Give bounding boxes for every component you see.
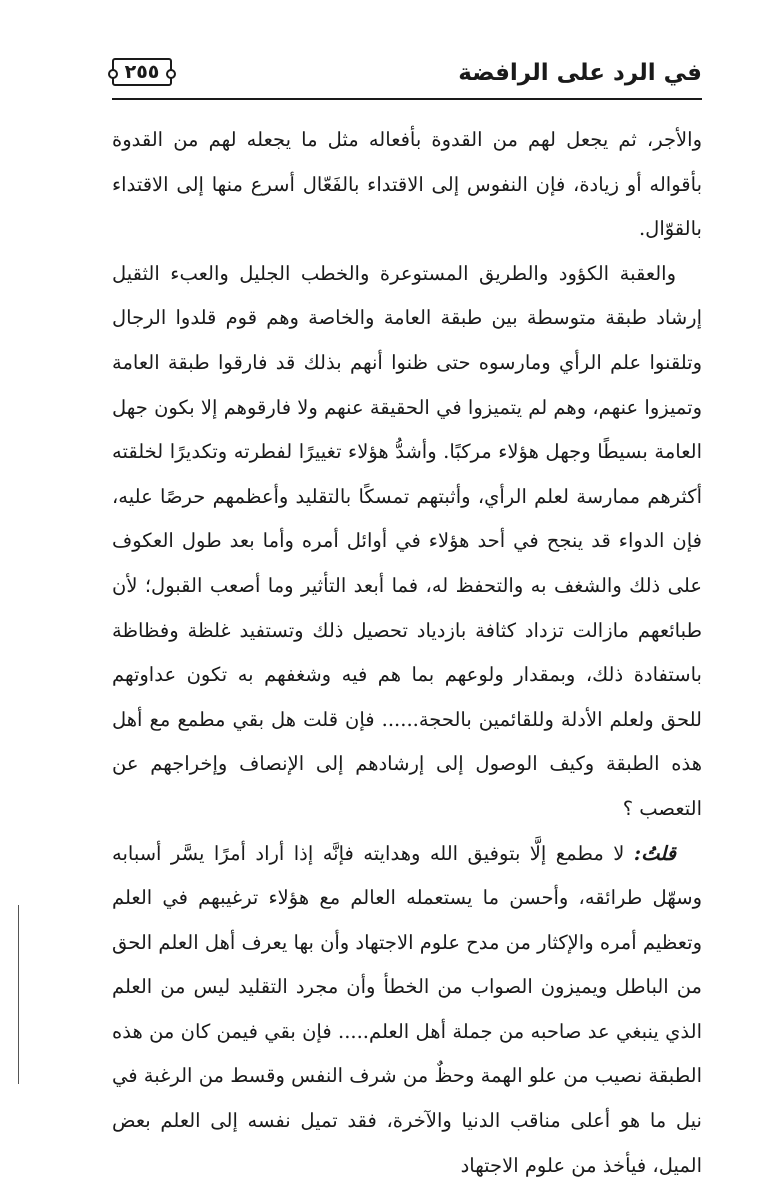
body-text xyxy=(112,118,702,1188)
paragraph-3 xyxy=(112,832,702,1188)
paragraph-3-text: لا مطمع إلَّا بتوفيق الله وهدايته فإنَّه إذا أراد أمرًا يسَّر أسبابه وسهّل طرائقه، وأحسن ما يستعمله العالم مع هؤلاء ترغيبهم في العلم وتعظيم أمره والإكثار من مدح علوم الاجتهاد وأن بها يعرف أهل العلم الحق من الباطل ويميزون الصواب من الخطأ وأن مجرد التقليد ليس من العلم الذي ينبغي عد صاحبه من جملة أهل العلم..... فإن بقي فيمن كان من هذه الطبقة نصيب من علو الهمة وحظٌ من شرف النفس وقسط من الرغبة في نيل ما هو أعلى مناقب الدنيا والآخرة، فقد تميل نفسه إلى العلم بعض الميل، فيأخذ من علوم الاجتهاد xyxy=(112,842,702,1177)
paragraph-1: والأجر، ثم يجعل لهم من القدوة بأفعاله مثل ما يجعله لهم من القدوة بأقواله أو زيادة، فإن النفوس إلى الاقتداء بالفَعّال أسرع منها إلى الاقتداء بالقوّال. xyxy=(112,118,702,252)
paragraph-3-lead: قلتُ: xyxy=(634,842,676,865)
binding-margin-line xyxy=(18,905,19,1084)
header-rule xyxy=(112,98,702,100)
page-number: ٢٥٥ xyxy=(112,58,172,86)
paragraph-2: والعقبة الكؤود والطريق المستوعرة والخطب الجليل والعبء الثقيل إرشاد طبقة متوسطة بين طبقة العامة والخاصة وهم قوم قلدوا الرجال وتلقنوا علم الرأي ومارسوه حتى ظنوا أنهم بذلك قد فارقوا طبقة العامة وتميزوا عنهم، وهم لم يتميزوا في الحقيقة عنهم ولا فارقوهم إلا بكون جهل العامة بسيطًا وجهل هؤلاء مركبًا. وأشدُّ هؤلاء تغييرًا لفطرته وتكديرًا لخلقته أكثرهم ممارسة لعلم الرأي، وأثبتهم تمسكًا بالتقليد وأعظمهم حرصًا عليه، فإن الدواء قد ينجح في أحد هؤلاء في أوائل أمره وأما بعد طول العكوف على ذلك والشغف به والتحفظ له، فما أبعد التأثير وما أصعب القبول؛ لأن طبائعهم مازالت تزداد كثافة بازدياد تحصيل ذلك وتستفيد غلظة وفظاظة باستفادة ذلك، وبمقدار ولوعهم بما هم فيه وشغفهم به تكون عداوتهم للحق ولعلم الأدلة وللقائمين بالحجة...... فإن قلت هل بقي مطمع مع أهل هذه الطبقة وكيف الوصول إلى إرشادهم إلى الإنصاف وإخراجهم عن التعصب ؟ xyxy=(112,252,702,832)
running-title: في الرد على الرافضة xyxy=(458,55,702,91)
